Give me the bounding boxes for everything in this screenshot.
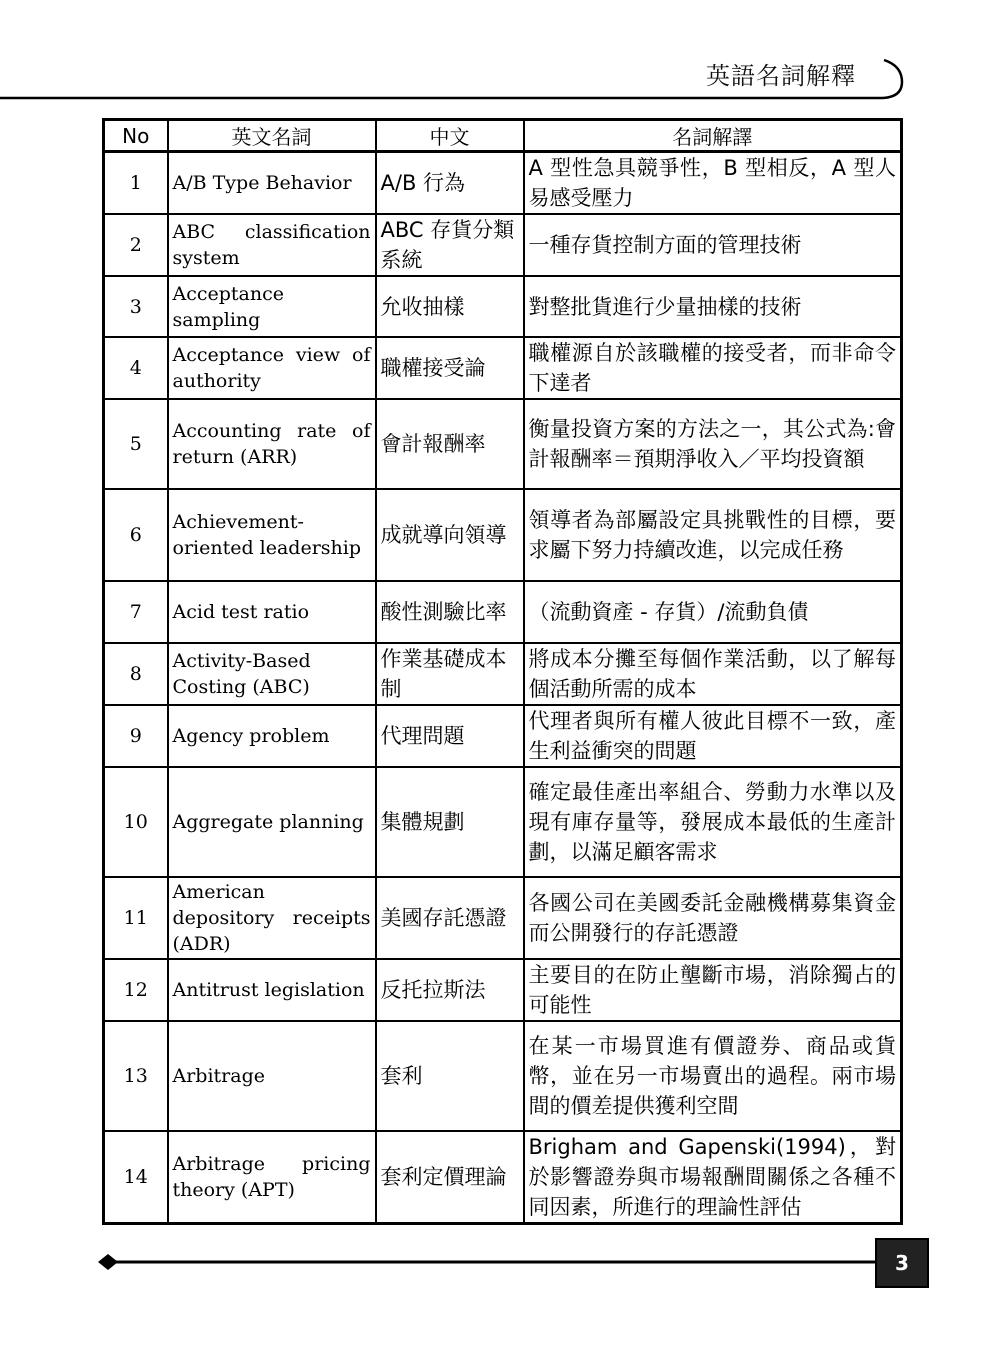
header-english: 英文名詞 [168, 120, 376, 152]
table-row [104, 643, 902, 705]
chinese-term: ABC 存貨分類系統 [376, 214, 524, 276]
chinese-term: 會計報酬率 [376, 399, 524, 489]
table-row [104, 489, 902, 581]
english-term: Acid test ratio [168, 581, 376, 643]
english-term: ABC classification system [168, 214, 376, 276]
chinese-term: 作業基礎成本制 [376, 643, 524, 705]
table-row [104, 959, 902, 1021]
page-header-title: 英語名詞解釋 [706, 62, 856, 90]
row-number: 1 [104, 152, 168, 215]
english-term: Activity-Based Costing (ABC) [168, 643, 376, 705]
table-row [104, 1131, 902, 1224]
term-definition: Brigham and Gapenski(1994)，對於影響證券與市場報酬間關係之各種不同因素，所進行的理論性評估 [524, 1131, 902, 1224]
row-number: 2 [104, 214, 168, 276]
header-no: No [104, 120, 168, 152]
row-number: 4 [104, 337, 168, 399]
glossary-table [102, 118, 903, 1225]
table-row [104, 767, 902, 877]
row-number: 13 [104, 1021, 168, 1131]
table-row [104, 214, 902, 276]
table-row [104, 705, 902, 767]
english-term: Antitrust legislation [168, 959, 376, 1021]
chinese-term: 允收抽樣 [376, 276, 524, 337]
chinese-term: 套利 [376, 1021, 524, 1131]
table-row [104, 276, 902, 337]
row-number: 7 [104, 581, 168, 643]
term-definition: 各國公司在美國委託金融機構募集資金而公開發行的存託憑證 [524, 877, 902, 959]
footer-rule [0, 1236, 1000, 1296]
table-header-row [104, 120, 902, 152]
row-number: 10 [104, 767, 168, 877]
table-row [104, 399, 902, 489]
table-row [104, 1021, 902, 1131]
table-row [104, 337, 902, 399]
english-term: Achievement-oriented leadership [168, 489, 376, 581]
table-row [104, 581, 902, 643]
term-definition: 一種存貨控制方面的管理技術 [524, 214, 902, 276]
row-number: 8 [104, 643, 168, 705]
term-definition: 將成本分攤至每個作業活動，以了解每個活動所需的成本 [524, 643, 902, 705]
header-chinese: 中文 [376, 120, 524, 152]
diamond-icon [98, 1254, 118, 1270]
english-term: Agency problem [168, 705, 376, 767]
term-definition: 領導者為部屬設定具挑戰性的目標，要求屬下努力持續改進，以完成任務 [524, 489, 902, 581]
chinese-term: 反托拉斯法 [376, 959, 524, 1021]
table-row [104, 877, 902, 959]
term-definition: 代理者與所有權人彼此目標不一致，產生利益衝突的問題 [524, 705, 902, 767]
header-definition: 名詞解譯 [524, 120, 902, 152]
english-term: A/B Type Behavior [168, 152, 376, 215]
english-term: Accounting rate of return (ARR) [168, 399, 376, 489]
row-number: 5 [104, 399, 168, 489]
row-number: 6 [104, 489, 168, 581]
english-term: Aggregate planning [168, 767, 376, 877]
chinese-term: 代理問題 [376, 705, 524, 767]
term-definition: （流動資產 - 存貨）/流動負債 [524, 581, 902, 643]
term-definition: 對整批貨進行少量抽樣的技術 [524, 276, 902, 337]
english-term: American depository receipts (ADR) [168, 877, 376, 959]
page-number: 3 [875, 1238, 929, 1288]
row-number: 3 [104, 276, 168, 337]
term-definition: 職權源自於該職權的接受者，而非命令下達者 [524, 337, 902, 399]
table-row [104, 152, 902, 215]
row-number: 11 [104, 877, 168, 959]
term-definition: 確定最佳產出率組合、勞動力水準以及現有庫存量等，發展成本最低的生產計劃，以滿足顧客需求 [524, 767, 902, 877]
chinese-term: A/B 行為 [376, 152, 524, 215]
term-definition: A 型性急具競爭性，B 型相反，A 型人易感受壓力 [524, 152, 902, 215]
row-number: 9 [104, 705, 168, 767]
english-term: Arbitrage pricing theory (APT) [168, 1131, 376, 1224]
term-definition: 在某一市場買進有價證券、商品或貨幣，並在另一市場賣出的過程。兩市場間的價差提供獲利空間 [524, 1021, 902, 1131]
chinese-term: 美國存託憑證 [376, 877, 524, 959]
english-term: Acceptance view of authority [168, 337, 376, 399]
row-number: 12 [104, 959, 168, 1021]
english-term: Acceptance sampling [168, 276, 376, 337]
chinese-term: 套利定價理論 [376, 1131, 524, 1224]
chinese-term: 酸性測驗比率 [376, 581, 524, 643]
chinese-term: 成就導向領導 [376, 489, 524, 581]
chinese-term: 集體規劃 [376, 767, 524, 877]
term-definition: 衡量投資方案的方法之一，其公式為:會計報酬率＝預期淨收入／平均投資額 [524, 399, 902, 489]
row-number: 14 [104, 1131, 168, 1224]
term-definition: 主要目的在防止壟斷市場，消除獨占的可能性 [524, 959, 902, 1021]
english-term: Arbitrage [168, 1021, 376, 1131]
chinese-term: 職權接受論 [376, 337, 524, 399]
